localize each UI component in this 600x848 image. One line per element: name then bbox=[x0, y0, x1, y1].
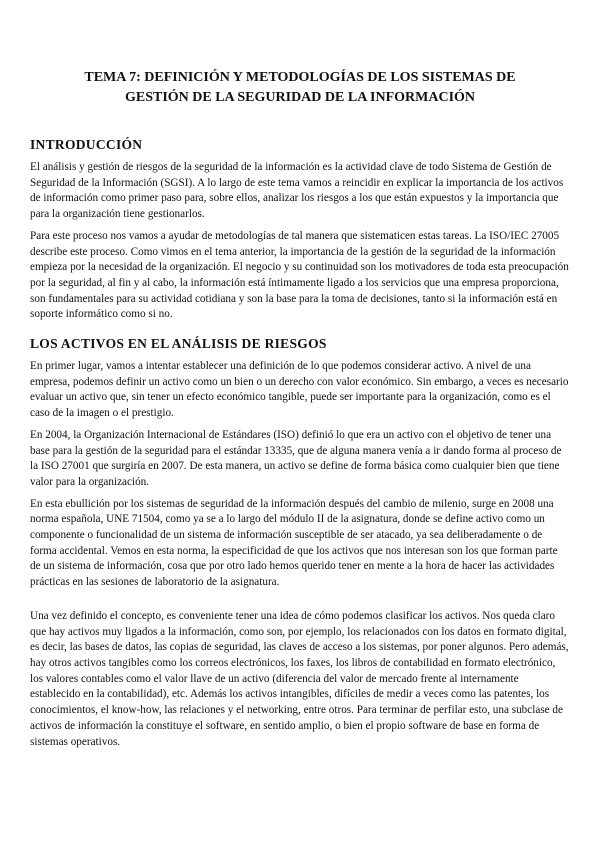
paragraph: Una vez definido el concepto, es conveniente tener una idea de cómo podemos clasificar los activos. Nos queda claro que hay activos muy ligados a la información, como son, por ejemplo, los relacionados con los datos en formato digital, es decir, las bases de datos, las copias de seguridad, las claves de acceso a los sistemas, por poner algunos. Pero además, hay otros activos tangibles como los correos electrónicos, los faxes, los libros de contabilidad en formato electrónico, los valores contables como el valor llave de un activo (diferencia del valor de mercado frente al internamente establecido en la contabilidad), etc. Además los activos intangibles, difíciles de medir a veces como las patentes, los conocimientos, el know-how, las relaciones y el networking, entre otros. Para terminar de perfilar esto, una subclase de activos de información la constituye el software, en sentido amplio, o bien el propio software de base en forma de sistemas operativos. bbox=[30, 609, 569, 748]
section-heading: INTRODUCCIÓN bbox=[30, 137, 143, 152]
paragraph: En 2004, la Organización Internacional de Estándares (ISO) definió lo que era un activo con el objetivo de tener una base para la gestión de la seguridad para el estándar 13335, que de alguna manera venía a ir dando forma al proceso de la ISO 27001 que surgiría en 2007. De esta manera, un activo se define de forma básica como cualquier bien que tiene valor para la organización. bbox=[30, 428, 562, 488]
document-page bbox=[30, 68, 570, 762]
paragraph-spacer bbox=[30, 597, 570, 609]
paragraph: Para este proceso nos vamos a ayudar de metodologías de tal manera que sistematicen estas tareas. La ISO/IEC 27005 describe este proceso. Como vimos en el tema anterior, la importancia de la gestión de la seguridad de la información empieza por la necesidad de la organización. El negocio y su continuidad son los motivadores de toda esta preocupación por la seguridad, al fin y al cabo, la información está íntimamente ligado a los servicios que una empresa proporciona, son fundamentales para su actividad cotidiana y son la base para la toma de decisiones, tanto si la información está en soporte informático como si no. bbox=[30, 229, 569, 321]
paragraph: En primer lugar, vamos a intentar establecer una definición de lo que podemos considerar activo. A nivel de una empresa, podemos definir un activo como un bien o un derecho con valor económico. Sin embargo, a veces es necesario evaluar un activo que, sin tener un efecto económico tangible, puede ser importante para la organización, como es el caso de la imagen o el prestigio. bbox=[30, 360, 569, 420]
section-activos bbox=[30, 335, 570, 750]
section-heading: LOS ACTIVOS EN EL ANÁLISIS DE RIESGOS bbox=[30, 336, 327, 352]
document-title: TEMA 7: DEFINICIÓN Y METODOLOGÍAS DE LOS SISTEMAS DE GESTIÓN DE LA SEGURIDAD DE LA INFORMACIÓN bbox=[84, 70, 516, 105]
paragraph: El análisis y gestión de riesgos de la seguridad de la información es la actividad clave de todo Sistema de Gestión de Seguridad de la Información (SGSI). A lo largo de este tema vamos a reincidir en explicar la importancia de los activos de información como primer paso para, sobre ellos, analizar los riesgos a los que están expuestos y la importancia que para la organización tiene gestionarlos. bbox=[30, 161, 564, 221]
paragraph: En esta ebullición por los sistemas de seguridad de la información después del cambio de milenio, surge en 2008 una norma española, UNE 71504, como ya se a lo largo del módulo II de la asignatura, donde se define activo como un componente o funcionalidad de un sistema de información susceptible de ser atacado, ya sea deliberadamente o de forma accidental. Vemos en esta norma, la especificidad de que los activos que nos interesan son los que forman parte de un sistema de información, cosa que por otro lado hemos querido tener en mente a la hora de hacer las actividades prácticas en las sesiones de laboratorio de la asignatura. bbox=[30, 497, 558, 589]
section-introduccion bbox=[30, 136, 570, 323]
